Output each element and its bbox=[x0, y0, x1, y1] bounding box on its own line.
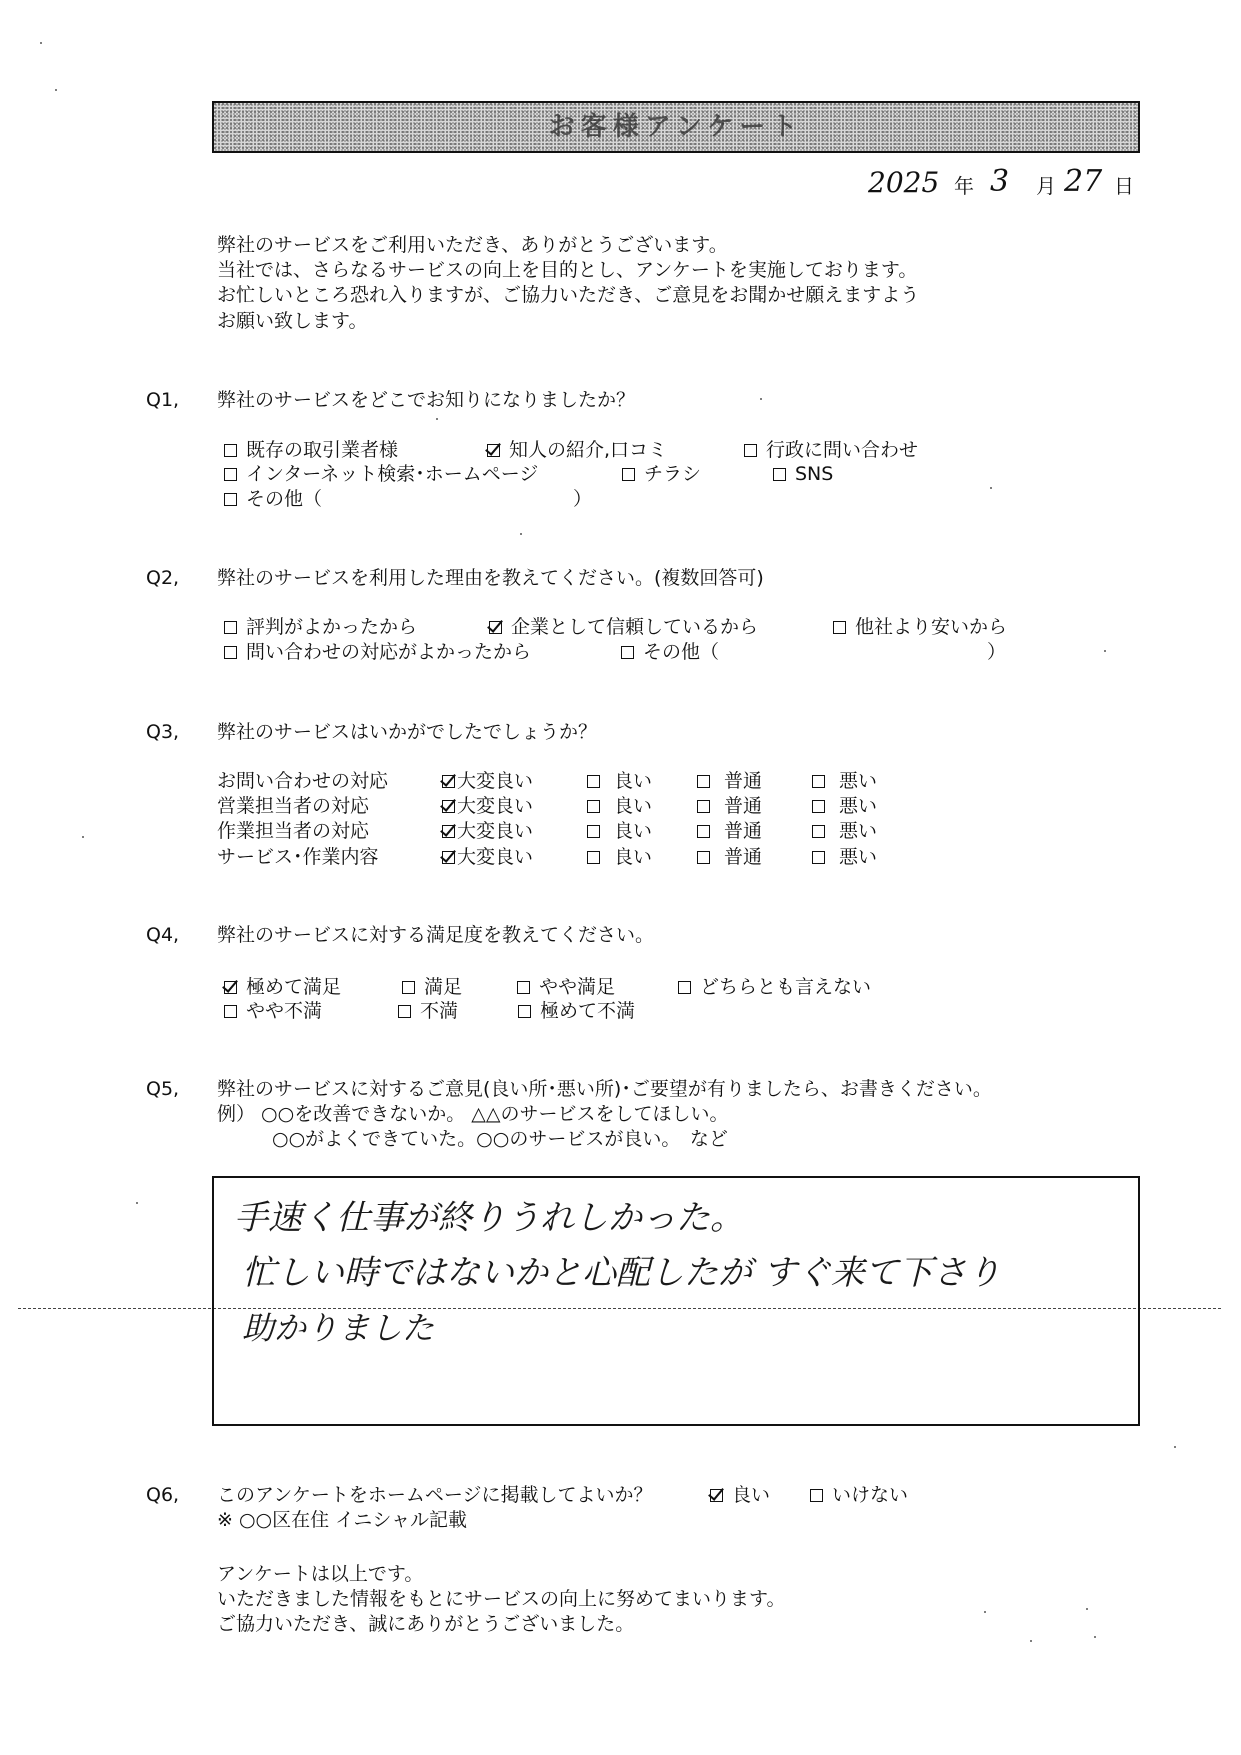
checkbox[interactable] bbox=[587, 825, 600, 838]
intro-line: 弊社のサービスをご利用いただき、ありがとうございます。 bbox=[217, 234, 728, 256]
q3-rating-option[interactable]: 大変良い bbox=[442, 794, 533, 818]
checkbox-checked[interactable] bbox=[442, 800, 455, 813]
q2-question: 弊社のサービスを利用した理由を教えてください。(複数回答可) bbox=[217, 567, 764, 589]
intro-line: お願い致します。 bbox=[217, 310, 368, 332]
checkbox[interactable] bbox=[224, 468, 237, 481]
q5-answer-line: 助かりました bbox=[242, 1309, 435, 1347]
closing-line: ご協力いただき、誠にありがとうございました。 bbox=[217, 1613, 635, 1635]
header-banner bbox=[212, 101, 1140, 153]
checkbox[interactable] bbox=[518, 1005, 531, 1018]
checkbox[interactable] bbox=[224, 444, 237, 457]
checkbox[interactable] bbox=[587, 775, 600, 788]
q1-option[interactable]: その他（ bbox=[224, 487, 322, 511]
checkbox[interactable] bbox=[517, 981, 530, 994]
q3-rating-option[interactable]: 良い bbox=[587, 769, 652, 793]
q3-row-label: 営業担当者の対応 bbox=[217, 795, 370, 817]
q3-rating-option[interactable]: 普通 bbox=[697, 819, 762, 843]
checkbox[interactable] bbox=[697, 851, 710, 864]
scan-speck bbox=[55, 89, 57, 91]
checkbox[interactable] bbox=[402, 981, 415, 994]
checkbox[interactable] bbox=[812, 775, 825, 788]
q5-example: 例） ○○を改善できないか。 △△のサービスをしてほしい。 bbox=[217, 1103, 729, 1125]
checkbox[interactable] bbox=[224, 621, 237, 634]
checkbox-checked[interactable] bbox=[487, 444, 500, 457]
q6-note: ※ ○○区在住 イニシャル記載 bbox=[217, 1509, 468, 1531]
intro-line: 当社では、さらなるサービスの向上を目的とし、アンケートを実施しております。 bbox=[217, 259, 918, 281]
q3-number: Q3, bbox=[146, 721, 180, 743]
checkbox[interactable] bbox=[398, 1005, 411, 1018]
q4-number: Q4, bbox=[146, 924, 180, 946]
checkbox[interactable] bbox=[587, 851, 600, 864]
q2-option[interactable]: 企業として信頼しているから bbox=[489, 615, 758, 639]
date-day: 27 bbox=[1064, 164, 1103, 199]
checkbox[interactable] bbox=[697, 775, 710, 788]
q3-row-label: サービス･作業内容 bbox=[217, 846, 379, 868]
checkbox-checked[interactable] bbox=[442, 775, 455, 788]
q6-question: このアンケートをホームページに掲載してよいか？ bbox=[217, 1484, 653, 1506]
checkbox[interactable] bbox=[621, 646, 634, 659]
q3-rating-option[interactable]: 大変良い bbox=[442, 819, 533, 843]
scan-speck bbox=[1086, 1608, 1088, 1610]
checkbox[interactable] bbox=[833, 621, 846, 634]
q1-question: 弊社のサービスをどこでお知りになりましたか？ bbox=[217, 389, 636, 411]
q4-option[interactable]: やや満足 bbox=[517, 975, 615, 999]
checkbox[interactable] bbox=[224, 646, 237, 659]
scan-speck bbox=[990, 487, 992, 489]
q5-answer-box[interactable] bbox=[212, 1176, 1140, 1426]
q6-option[interactable]: 良い bbox=[710, 1483, 770, 1507]
intro-line: お忙しいところ恐れ入りますが、ご協力いただき、ご意見をお聞かせ願えますよう bbox=[217, 284, 920, 306]
q4-option[interactable]: 満足 bbox=[402, 975, 462, 999]
q3-rating-option[interactable]: 大変良い bbox=[442, 769, 533, 793]
q1-option[interactable]: チラシ bbox=[622, 462, 701, 486]
q1-other-close: ） bbox=[573, 488, 593, 510]
q4-option[interactable]: 極めて不満 bbox=[518, 999, 635, 1023]
q3-rating-option[interactable]: 良い bbox=[587, 794, 652, 818]
q4-option[interactable]: 極めて満足 bbox=[224, 975, 341, 999]
checkbox-checked[interactable] bbox=[489, 621, 502, 634]
checkbox[interactable] bbox=[773, 468, 786, 481]
q3-rating-option[interactable]: 悪い bbox=[812, 819, 877, 843]
q3-rating-option[interactable]: 大変良い bbox=[442, 845, 533, 869]
q3-row-label: 作業担当者の対応 bbox=[217, 820, 370, 842]
checkbox[interactable] bbox=[810, 1489, 823, 1502]
date-month-label: 月 bbox=[1036, 174, 1056, 198]
q3-question: 弊社のサービスはいかがでしたでしょうか？ bbox=[217, 721, 598, 743]
q2-option[interactable]: 他社より安いから bbox=[833, 615, 1007, 639]
checkbox[interactable] bbox=[812, 800, 825, 813]
closing-line: アンケートは以上です。 bbox=[217, 1563, 424, 1585]
checkbox[interactable] bbox=[812, 825, 825, 838]
date-month: 3 bbox=[990, 164, 1010, 199]
q6-number: Q6, bbox=[146, 1484, 180, 1506]
q1-option[interactable]: 知人の紹介,口コミ bbox=[487, 438, 667, 462]
checkbox[interactable] bbox=[678, 981, 691, 994]
scan-speck bbox=[136, 1202, 138, 1204]
scan-speck bbox=[1104, 650, 1106, 652]
scan-speck bbox=[40, 42, 42, 44]
q3-rating-option[interactable]: 良い bbox=[587, 819, 652, 843]
q5-example: ○○がよくできていた。○○のサービスが良い。 など bbox=[272, 1128, 728, 1150]
scan-speck bbox=[1094, 1636, 1096, 1638]
q3-rating-option[interactable]: 良い bbox=[587, 845, 652, 869]
q2-number: Q2, bbox=[146, 567, 180, 589]
q2-option[interactable]: その他（ bbox=[621, 640, 719, 664]
checkbox[interactable] bbox=[622, 468, 635, 481]
header-title: お客様アンケート bbox=[548, 112, 804, 142]
q5-number: Q5, bbox=[146, 1078, 180, 1100]
q1-option[interactable]: SNS bbox=[773, 462, 833, 486]
q2-option[interactable]: 評判がよかったから bbox=[224, 615, 417, 639]
checkbox[interactable] bbox=[697, 825, 710, 838]
checkbox-checked[interactable] bbox=[710, 1489, 723, 1502]
q2-option[interactable]: 問い合わせの対応がよかったから bbox=[224, 640, 531, 664]
checkbox-checked[interactable] bbox=[442, 825, 455, 838]
q6-option[interactable]: いけない bbox=[810, 1483, 908, 1507]
checkbox[interactable] bbox=[224, 1005, 237, 1018]
scan-speck bbox=[82, 836, 84, 838]
q3-rating-option[interactable]: 悪い bbox=[812, 845, 877, 869]
q2-other-close: ） bbox=[987, 641, 1007, 663]
scan-speck bbox=[1174, 1446, 1176, 1448]
checkbox[interactable] bbox=[744, 444, 757, 457]
scan-speck bbox=[1030, 1640, 1032, 1642]
checkbox[interactable] bbox=[587, 800, 600, 813]
date-year: 2025 bbox=[868, 166, 940, 199]
checkbox[interactable] bbox=[812, 851, 825, 864]
q3-rating-option[interactable]: 悪い bbox=[812, 769, 877, 793]
scan-speck bbox=[520, 533, 522, 535]
q4-question: 弊社のサービスに対する満足度を教えてください。 bbox=[217, 924, 655, 946]
checkbox-checked[interactable] bbox=[224, 981, 237, 994]
q1-number: Q1, bbox=[146, 389, 180, 411]
q4-option[interactable]: やや不満 bbox=[224, 999, 322, 1023]
q3-rating-option[interactable]: 普通 bbox=[697, 769, 762, 793]
checkbox[interactable] bbox=[697, 800, 710, 813]
q5-answer-line: 忙しい時ではないかと心配したが すぐ来て下さり bbox=[242, 1253, 1001, 1293]
q3-row-label: お問い合わせの対応 bbox=[217, 770, 389, 792]
closing-line: いただきました情報をもとにサービスの向上に努めてまいります。 bbox=[217, 1588, 786, 1610]
checkbox[interactable] bbox=[224, 493, 237, 506]
q1-option[interactable]: インターネット検索･ホームページ bbox=[224, 462, 538, 486]
q5-question: 弊社のサービスに対するご意見(良い所･悪い所)･ご要望が有りましたら、お書きください。 bbox=[217, 1078, 992, 1100]
scan-speck bbox=[760, 398, 762, 400]
date-year-label: 年 bbox=[954, 174, 974, 198]
q5-answer-line: 手速く仕事が終りうれしかった。 bbox=[234, 1198, 744, 1238]
q4-option[interactable]: 不満 bbox=[398, 999, 458, 1023]
checkbox-checked[interactable] bbox=[442, 851, 455, 864]
scan-speck bbox=[984, 1611, 986, 1613]
q1-option[interactable]: 行政に問い合わせ bbox=[744, 438, 918, 462]
q3-rating-option[interactable]: 悪い bbox=[812, 794, 877, 818]
q3-rating-option[interactable]: 普通 bbox=[697, 845, 762, 869]
date-day-label: 日 bbox=[1114, 174, 1134, 198]
q4-option[interactable]: どちらとも言えない bbox=[678, 975, 871, 999]
scan-speck bbox=[436, 418, 438, 420]
q1-option[interactable]: 既存の取引業者様 bbox=[224, 438, 398, 462]
q3-rating-option[interactable]: 普通 bbox=[697, 794, 762, 818]
